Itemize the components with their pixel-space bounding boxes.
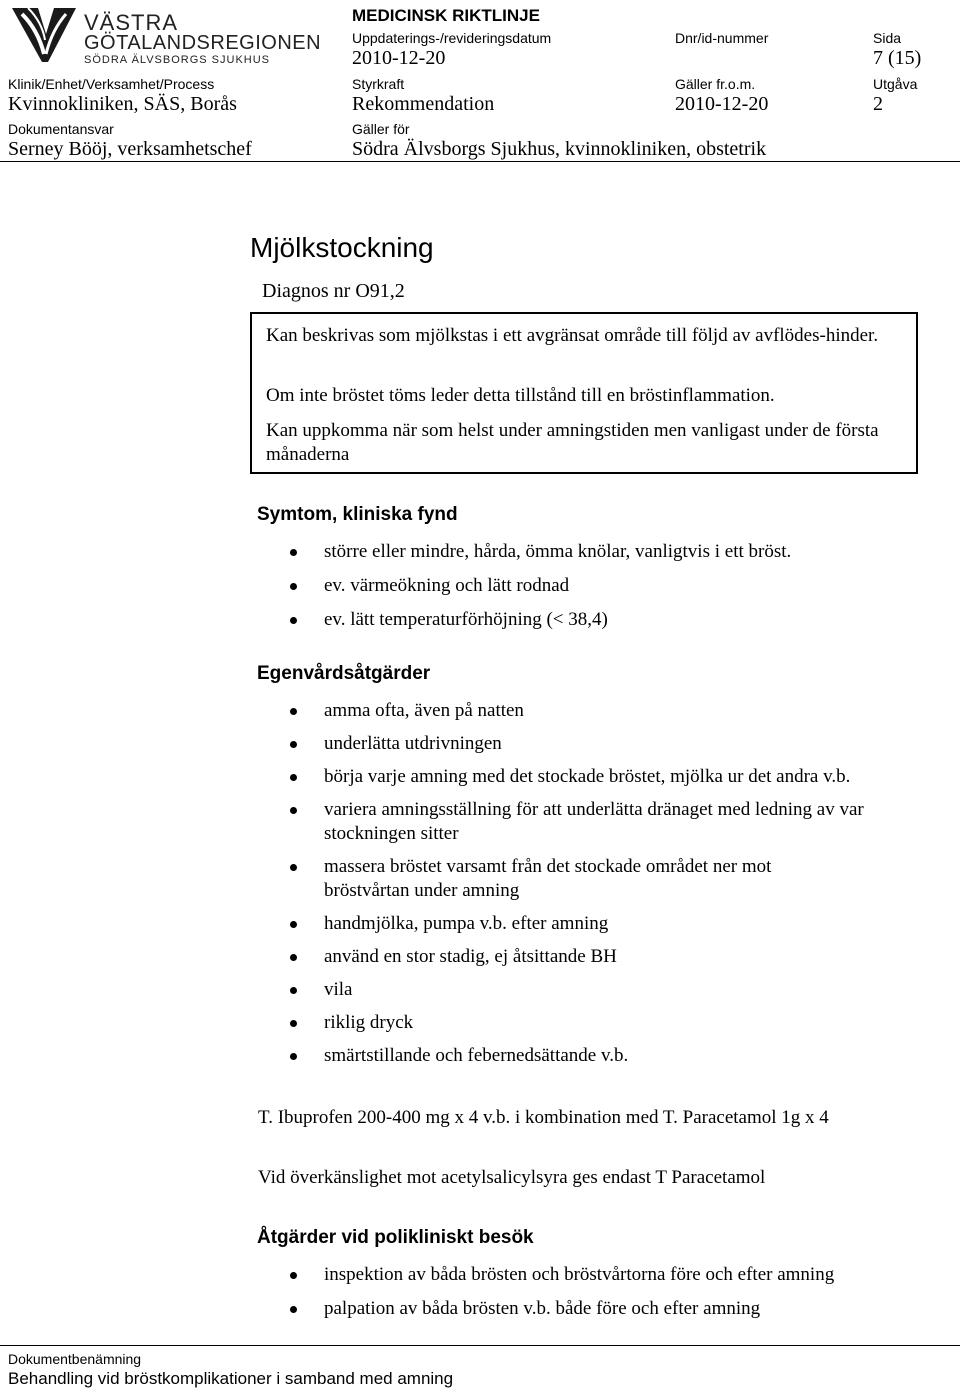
list-item: använd en stor stadig, ej åtsittande BH [290, 945, 930, 969]
page-title: Mjölkstockning [250, 232, 434, 263]
applies-value: Södra Älvsborgs Sjukhus, kvinnokliniken, obstetrik [352, 138, 767, 160]
footer-label: Dokumentbenämning [8, 1351, 142, 1367]
list-item: handmjölka, pumpa v.b. efter amning [290, 912, 930, 936]
selfcare-list [290, 699, 930, 1068]
hypersensitivity-text: Vid överkänslighet mot acetylsalicylsyra ges endast T Paracetamol [258, 1167, 766, 1188]
valid-from-label: Gäller fr.o.m. [675, 76, 756, 92]
list-item: underlätta utdrivningen [290, 732, 930, 756]
edition-value: 2 [873, 93, 883, 115]
list-item: variera amningsställning för att underlätta dränaget med ledning av var stockningen sitter [290, 798, 884, 846]
doc-type: MEDICINSK RIKTLINJE [352, 6, 540, 25]
logo-line1: VÄSTRA [84, 10, 179, 35]
responsible-value: Serney Bööj, verksamhetschef [8, 138, 252, 160]
page-label: Sida [873, 30, 902, 46]
updated-value: 2010-12-20 [352, 47, 446, 69]
clinic-list [290, 1263, 930, 1321]
vgr-logo [8, 4, 328, 68]
list-item: inspektion av båda brösten och bröstvårtorna före och efter amning [290, 1263, 930, 1287]
symptoms-list [290, 540, 930, 632]
strength-value: Rekommendation [352, 93, 495, 115]
unit-label: Klinik/Enhet/Verksamhet/Process [8, 76, 215, 92]
dnr-label: Dnr/id-nummer [675, 30, 769, 46]
list-item: ev. lätt temperaturförhöjning (< 38,4) [290, 608, 930, 632]
header-divider [0, 161, 960, 162]
vgr-emblem-icon [8, 4, 80, 66]
list-item: amma ofta, även på natten [290, 699, 930, 723]
clinic-heading: Åtgärder vid polikliniskt besök [257, 1227, 534, 1248]
summary-text-3: Kan uppkomma när som helst under amningstiden men vanligast under de första månaderna [266, 420, 879, 465]
medication-text: T. Ibuprofen 200-400 mg x 4 v.b. i kombination med T. Paracetamol 1g x 4 [258, 1107, 829, 1128]
footer-divider [0, 1345, 960, 1346]
strength-label: Styrkraft [352, 76, 405, 92]
summary-box [250, 312, 918, 474]
list-item: börja varje amning med det stockade bröstet, mjölka ur det andra v.b. [290, 765, 930, 789]
responsible-label: Dokumentansvar [8, 121, 114, 137]
logo-line3: SÖDRA ÄLVSBORGS SJUKHUS [84, 54, 271, 66]
list-item: palpation av båda brösten v.b. både före och efter amning [290, 1297, 930, 1321]
summary-text-2: Om inte bröstet töms leder detta tillstånd till en bröstinflammation. [266, 385, 775, 406]
page-value: 7 (15) [873, 47, 922, 69]
footer-value: Behandling vid bröstkomplikationer i samband med amning [8, 1369, 454, 1388]
list-item: ev. värmeökning och lätt rodnad [290, 574, 930, 598]
symptoms-heading: Symtom, kliniska fynd [257, 504, 458, 525]
list-item: massera bröstet varsamt från det stockade området ner mot bröstvårtan under amning [290, 855, 844, 903]
applies-label: Gäller för [352, 121, 410, 137]
valid-from-value: 2010-12-20 [675, 93, 769, 115]
list-item: vila [290, 978, 930, 1002]
list-item: smärtstillande och febernedsättande v.b. [290, 1044, 930, 1068]
list-item: större eller mindre, hårda, ömma knölar, vanligtvis i ett bröst. [290, 540, 930, 564]
selfcare-heading: Egenvårdsåtgärder [257, 663, 431, 684]
edition-label: Utgåva [873, 76, 918, 92]
updated-label: Uppdaterings-/revideringsdatum [352, 30, 552, 46]
unit-value: Kvinnokliniken, SÄS, Borås [8, 93, 237, 115]
logo-line2: GÖTALANDSREGIONEN [84, 32, 322, 54]
diagnosis-code: Diagnos nr O91,2 [262, 280, 405, 302]
summary-text-1: Kan beskrivas som mjölkstas i ett avgränsat område till följd av avflödes-hinder. [266, 325, 879, 346]
list-item: riklig dryck [290, 1011, 930, 1035]
